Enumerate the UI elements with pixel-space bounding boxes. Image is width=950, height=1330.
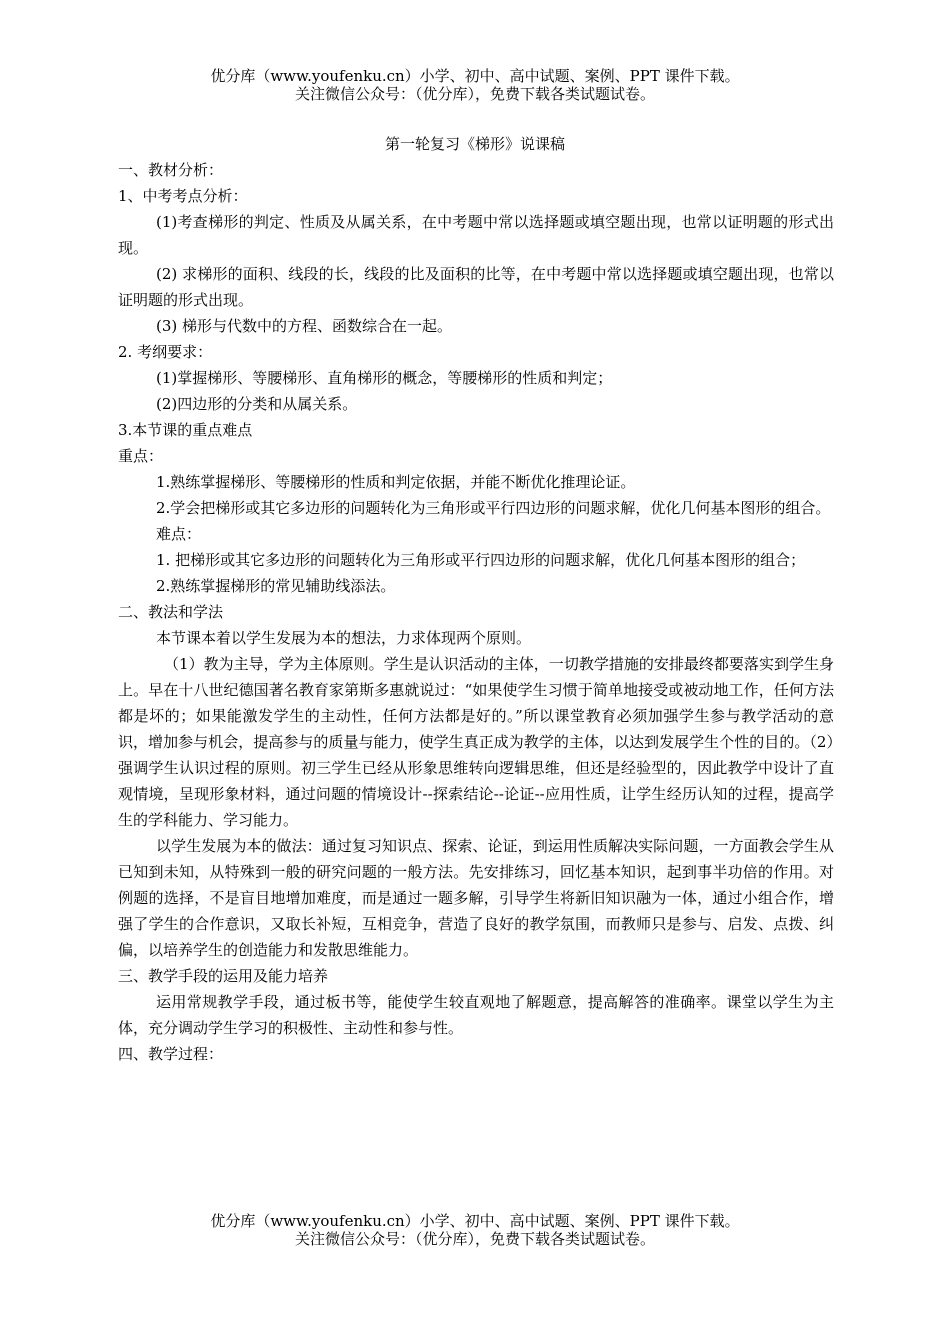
paragraph: (2) 求梯形的面积、线段的长，线段的比及面积的比等，在中考题中常以选择题或填空题出现，也常以证明题的形式出现。 <box>118 265 834 309</box>
paragraph: 2.熟练掌握梯形的常见辅助线添法。 <box>156 577 396 595</box>
paragraph: （1）教为主导，学为主体原则。学生是认识活动的主体，一切教学措施的安排最终都要落实到学生身上。早在十八世纪德国著名教育家第斯多惠就说过：“如果使学生习惯于简单地接受或被动地工作，任何方法都是坏的；如果能激发学生的主动性，任何方法都是好的。”所以课堂教育必须加强学生参与教学活动的意识，增加参与机会，提高参与的质量与能力，使学生真正成为教学的主体，以达到发展学生个性的目的。（2）强调学生认识过程的原则。初三学生已经从形象思维转向逻辑思维，但还是经验型的，因此教学中设计了直观情境，呈现形象材料，通过问题的情境设计--探索结论--论证--应用性质，让学生经历认知的过程，提高学生的学科能力、学习能力。 <box>118 655 834 829</box>
subsection-heading: 2. 考纲要求： <box>118 343 213 361</box>
paragraph: 1.熟练掌握梯形、等腰梯形的性质和判定依据，并能不断优化推理论证。 <box>156 473 636 491</box>
subsection-heading: 3.本节课的重点难点 <box>118 421 253 439</box>
label: 重点： <box>118 447 164 465</box>
paragraph: (3) 梯形与代数中的方程、函数综合在一起。 <box>156 317 453 335</box>
section-heading: 一、教材分析： <box>118 161 224 179</box>
paragraph: 以学生发展为本的做法：通过复习知识点、探索、论证，到运用性质解决实际问题，一方面教会学生从已知到未知，从特殊到一般的研究问题的一般方法。先安排练习，回忆基本知识，起到事半功倍的作用。对例题的选择，不是盲目地增加难度，而是通过一题多解，引导学生将新旧知识融为一体，通过小组合作，增强了学生的合作意识，又取长补短，互相竞争，营造了良好的教学氛围，而教师只是参与、启发、点拨、纠偏，以培养学生的创造能力和发散思维能力。 <box>118 837 834 959</box>
paragraph: (1)掌握梯形、等腰梯形、直角梯形的概念，等腰梯形的性质和判定； <box>156 369 613 387</box>
paragraph: (2)四边形的分类和从属关系。 <box>156 395 358 413</box>
footer-line-1: 优分库（www.youfenku.cn）小学、初中、高中试题、案例、PPT 课件下载。 <box>210 1212 740 1230</box>
subsection-heading: 1、中考考点分析： <box>118 187 248 205</box>
document-title: 第一轮复习《梯形》说课稿 <box>384 135 565 153</box>
header-line-2: 关注微信公众号：（优分库），免费下载各类试题试卷。 <box>294 85 655 103</box>
document-body <box>118 157 834 1067</box>
label: 难点： <box>156 525 202 543</box>
header-line-1: 优分库（www.youfenku.cn）小学、初中、高中试题、案例、PPT 课件下载。 <box>210 67 740 85</box>
section-heading: 二、教法和学法 <box>118 603 224 621</box>
section-heading: 四、教学过程： <box>118 1045 224 1063</box>
page-footer <box>0 1212 950 1248</box>
page-header <box>0 67 950 103</box>
paragraph: (1)考查梯形的判定、性质及从属关系，在中考题中常以选择题或填空题出现，也常以证明题的形式出现。 <box>118 213 834 257</box>
paragraph: 2.学会把梯形或其它多边形的问题转化为三角形或平行四边形的问题求解，优化几何基本图形的组合。 <box>156 499 831 517</box>
paragraph: 本节课本着以学生发展为本的想法，力求体现两个原则。 <box>156 629 532 647</box>
section-heading: 三、教学手段的运用及能力培养 <box>118 967 329 985</box>
footer-line-2: 关注微信公众号：（优分库），免费下载各类试题试卷。 <box>294 1230 655 1248</box>
paragraph: 1. 把梯形或其它多边形的问题转化为三角形或平行四边形的问题求解，优化几何基本图形的组合； <box>156 551 806 569</box>
paragraph: 运用常规教学手段，通过板书等，能使学生较直观地了解题意，提高解答的准确率。课堂以学生为主体，充分调动学生学习的积极性、主动性和参与性。 <box>118 993 834 1037</box>
